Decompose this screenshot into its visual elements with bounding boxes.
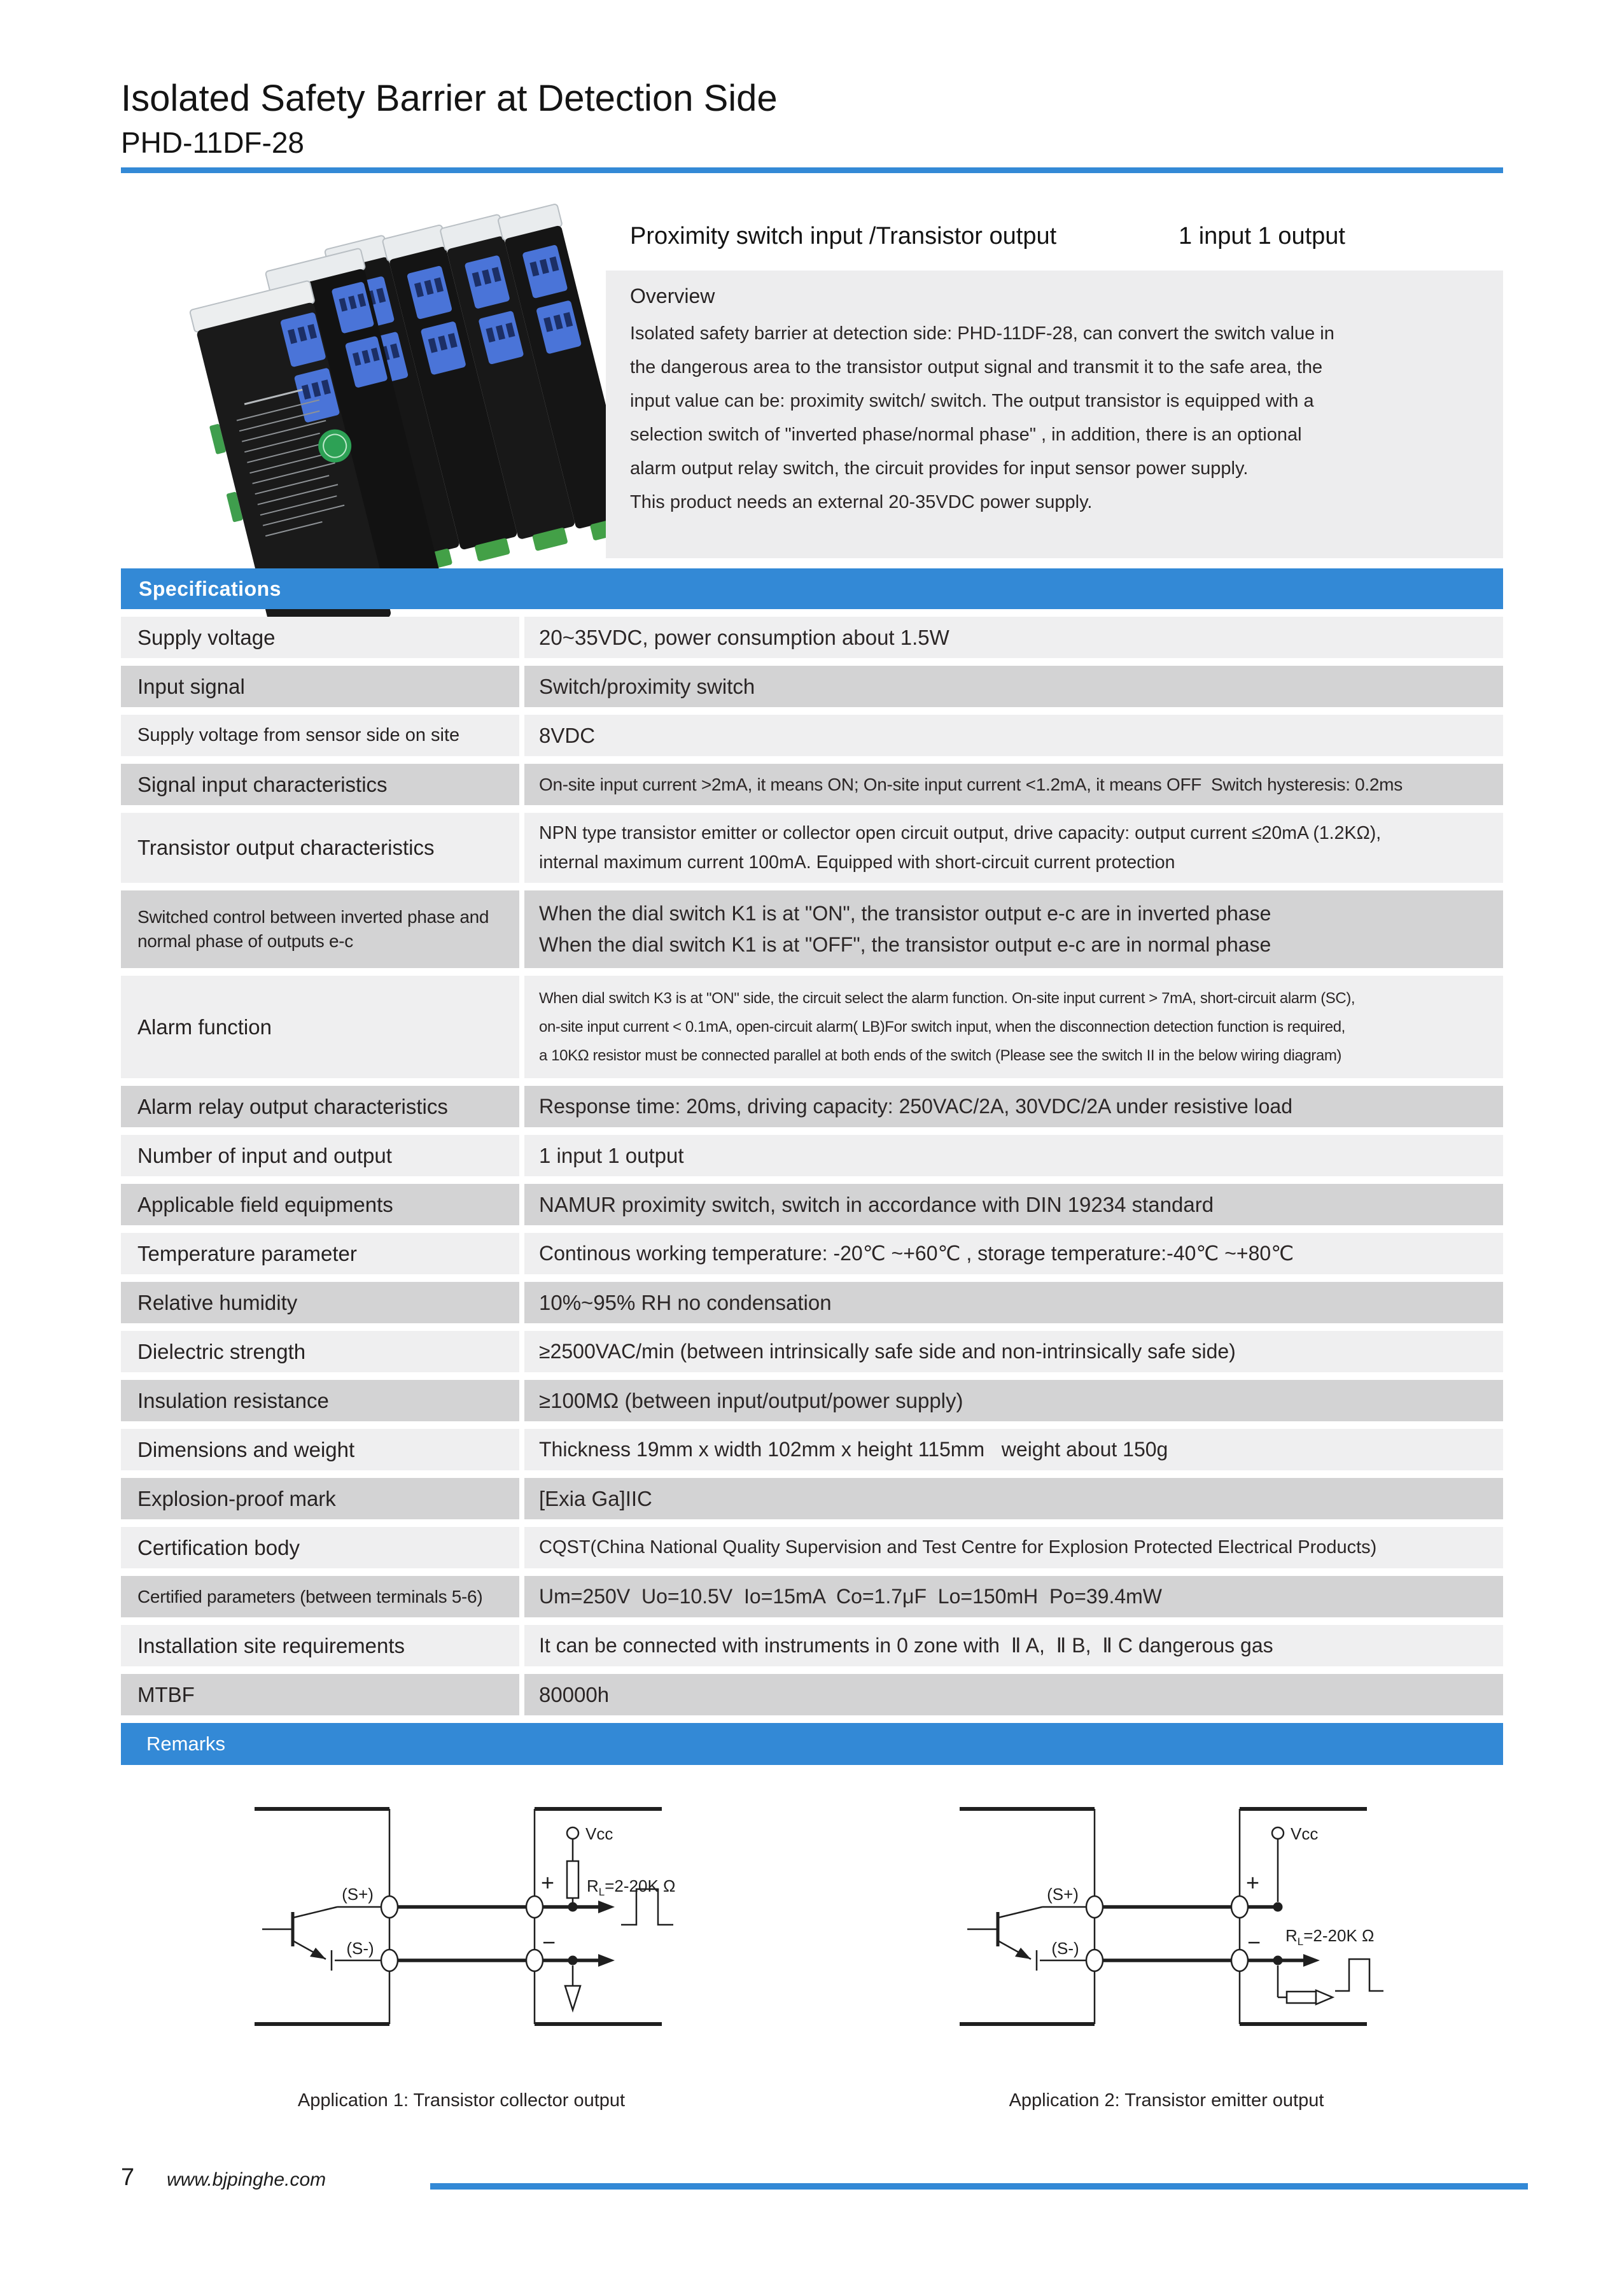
spec-label: Alarm function <box>137 1015 272 1039</box>
s-minus-label: (S-) <box>346 1939 374 1958</box>
spec-value: NAMUR proximity switch, switch in accordance with DIN 19234 standard <box>539 1192 1214 1216</box>
spec-row <box>121 1282 1503 1323</box>
spec-value: 1 input 1 output <box>539 1143 684 1167</box>
spec-label: Input signal <box>137 674 245 698</box>
spec-value: NPN type transistor emitter or collector open circuit output, drive capacity: output current ≤20mA (1.2KΩ), <box>539 823 1382 843</box>
junction-dot <box>1273 1956 1283 1965</box>
spec-value: internal maximum current 100mA. Equipped with short-circuit current protection <box>539 852 1175 873</box>
spec-row <box>121 890 1503 968</box>
s-minus-label: (S-) <box>1051 1939 1079 1958</box>
plus-label: + <box>541 1869 555 1895</box>
wiring-diagram-emitter <box>896 1800 1437 2074</box>
spec-row <box>121 1331 1503 1372</box>
product-heading: Proximity switch input /Transistor output <box>630 223 1057 250</box>
spec-label: Signal input characteristics <box>137 772 388 796</box>
terminal <box>381 1950 398 1971</box>
spec-value: 8VDC <box>539 723 596 747</box>
load-resistor <box>567 1861 578 1898</box>
spec-value: Switch/proximity switch <box>539 674 755 698</box>
signal-arrow <box>1303 1954 1320 1967</box>
spec-label: Applicable field equipments <box>137 1192 393 1216</box>
plus-label: + <box>1246 1869 1260 1895</box>
specifications-title: Specifications <box>139 577 281 600</box>
spec-label: Insulation resistance <box>137 1388 329 1412</box>
spec-label: Switched control between inverted phase and <box>137 907 489 927</box>
spec-label: Relative humidity <box>137 1290 298 1314</box>
minus-label: − <box>542 1929 556 1955</box>
spec-row <box>121 715 1503 756</box>
diagram-caption: Application 2: Transistor emitter output <box>1009 2090 1324 2111</box>
spec-value: On-site input current >2mA, it means ON; On-site input current <1.2mA, it means OFF Switch hysteresis: 0.2ms <box>539 774 1403 794</box>
output-arrow <box>1316 1990 1333 2004</box>
spec-label: normal phase of outputs e-c <box>137 931 353 951</box>
remarks-header <box>121 1723 1503 1765</box>
spec-row <box>121 976 1503 1078</box>
terminal <box>526 1950 543 1971</box>
spec-label: Dielectric strength <box>137 1339 306 1363</box>
spec-value: Response time: 20ms, driving capacity: 250VAC/2A, 30VDC/2A under resistive load <box>539 1095 1292 1118</box>
spec-label: Temperature parameter <box>137 1241 357 1265</box>
spec-label: Certification body <box>137 1535 300 1559</box>
specifications-header <box>121 568 1503 609</box>
spec-label: Explosion-proof mark <box>137 1486 336 1510</box>
spec-value: ≥100MΩ (between input/output/power supply) <box>539 1388 963 1412</box>
load-resistor <box>1287 1992 1316 2003</box>
product-photo <box>121 188 649 563</box>
spec-label: MTBF <box>137 1682 195 1706</box>
spec-row <box>121 1429 1503 1470</box>
io-count-label: 1 input 1 output <box>1179 223 1345 250</box>
spec-value: ≥2500VAC/min (between intrinsically safe side and non-intrinsically safe side) <box>539 1340 1236 1363</box>
spec-value: It can be connected with instruments in 0 zone with Ⅱ A, Ⅱ B, Ⅱ C dangerous gas <box>539 1634 1273 1657</box>
spec-value: Um=250V Uo=10.5V Io=15mA Co=1.7μF Lo=150mH Po=39.4mW <box>539 1585 1162 1608</box>
spec-row <box>121 1576 1503 1617</box>
minus-label: − <box>1247 1929 1261 1955</box>
rl-label: $R_L=2-20K$ Ω <box>587 1876 676 1898</box>
spec-value: When dial switch K3 is at "ON" side, the circuit select the alarm function. On-site input current > 7mA, short-circuit alarm (SC), <box>539 990 1355 1007</box>
spec-row <box>121 813 1503 883</box>
model-number: PHD-11DF-28 <box>121 126 304 159</box>
emitter-arrow <box>1015 1948 1031 1959</box>
emitter-arrow <box>310 1948 326 1959</box>
s-plus-label: (S+) <box>342 1885 374 1904</box>
spec-row <box>121 1233 1503 1274</box>
spec-row <box>121 1380 1503 1421</box>
title-divider <box>121 167 1503 173</box>
spec-value: When the dial switch K1 is at "ON", the transistor output e-c are in inverted phase <box>539 902 1271 925</box>
spec-label: Supply voltage from sensor side on site <box>137 725 460 745</box>
overview-text: Isolated safety barrier at detection side: PHD-11DF-28, can convert the switch value in the dangerous area to the transistor output signal and transmit it to the safe area, the input value can be: proximity switch/ switch. The output transistor is equipped with a selection switch of "inverted phase/normal phase" , in addition, there is an optional alarm output relay switch, the circuit provides for input sensor power supply. This product needs an external 20-35VDC power supply. <box>630 323 1334 512</box>
wiring-diagram-collector <box>191 1800 732 2074</box>
spec-row <box>121 1527 1503 1568</box>
signal-arrow <box>598 1954 615 1967</box>
spec-value: 10%~95% RH no condensation <box>539 1290 832 1314</box>
spec-row <box>121 1625 1503 1666</box>
spec-value: CQST(China National Quality Supervision and Test Centre for Explosion Protected Electrical Products) <box>539 1537 1377 1557</box>
overview-title: Overview <box>630 285 715 307</box>
junction-dot <box>1273 1902 1283 1912</box>
junction-dot <box>568 1902 578 1912</box>
signal-arrow <box>598 1901 615 1913</box>
spec-label: Certified parameters (between terminals 5-6) <box>137 1586 483 1607</box>
junction-dot <box>568 1956 578 1965</box>
spec-label: Supply voltage <box>137 625 276 649</box>
spec-value: Continous working temperature: -20℃ ~+60℃ , storage temperature:-40℃ ~+80℃ <box>539 1242 1294 1265</box>
terminal <box>381 1896 398 1918</box>
vcc-label: Vcc <box>585 1824 613 1843</box>
spec-table <box>121 609 1503 1715</box>
page-number: 7 <box>121 2164 135 2191</box>
website-url: www.bjpinghe.com <box>167 2169 326 2190</box>
page-title: Isolated Safety Barrier at Detection Side <box>121 78 778 119</box>
spec-row <box>121 1674 1503 1715</box>
spec-label: Number of input and output <box>137 1143 392 1167</box>
spec-row <box>121 764 1503 805</box>
spec-row <box>121 1478 1503 1519</box>
vcc-label: Vcc <box>1291 1824 1319 1843</box>
spec-value: When the dial switch K1 is at "OFF", the transistor output e-c are in normal phase <box>539 933 1271 956</box>
spec-row <box>121 617 1503 658</box>
diagram-caption: Application 1: Transistor collector output <box>297 2090 626 2111</box>
footer-divider <box>430 2183 1528 2190</box>
vcc-terminal <box>567 1827 578 1839</box>
spec-value: Thickness 19mm x width 102mm x height 115mm weight about 150g <box>539 1438 1168 1461</box>
spec-label: Dimensions and weight <box>137 1437 355 1461</box>
terminal <box>526 1896 543 1918</box>
spec-label: Installation site requirements <box>137 1633 405 1657</box>
terminal <box>1231 1896 1248 1918</box>
remarks-title: Remarks <box>146 1733 226 1755</box>
spec-label: Alarm relay output characteristics <box>137 1094 448 1118</box>
spec-value: 20~35VDC, power consumption about 1.5W <box>539 625 949 649</box>
terminal <box>1086 1896 1103 1918</box>
spec-value: 80000h <box>539 1682 610 1706</box>
rl-label: $R_L=2-20K$ Ω <box>1285 1926 1375 1948</box>
spec-row <box>121 1184 1503 1225</box>
ground-arrow <box>565 1986 580 2010</box>
spec-row <box>121 666 1503 707</box>
s-plus-label: (S+) <box>1047 1885 1079 1904</box>
spec-value: on-site input current < 0.1mA, open-circuit alarm( LB)For switch input, when the disconnection detection function is required, <box>539 1018 1345 1036</box>
spec-row <box>121 1135 1503 1176</box>
spec-value: [Exia Ga]IIC <box>539 1486 652 1510</box>
vcc-terminal <box>1272 1827 1284 1839</box>
spec-value: a 10KΩ resistor must be connected parallel at both ends of the switch (Please see the switch II in the below wiring diagram) <box>539 1047 1342 1064</box>
terminal <box>1086 1950 1103 1971</box>
spec-row <box>121 1086 1503 1127</box>
spec-label: Transistor output characteristics <box>137 836 435 859</box>
terminal <box>1231 1950 1248 1971</box>
